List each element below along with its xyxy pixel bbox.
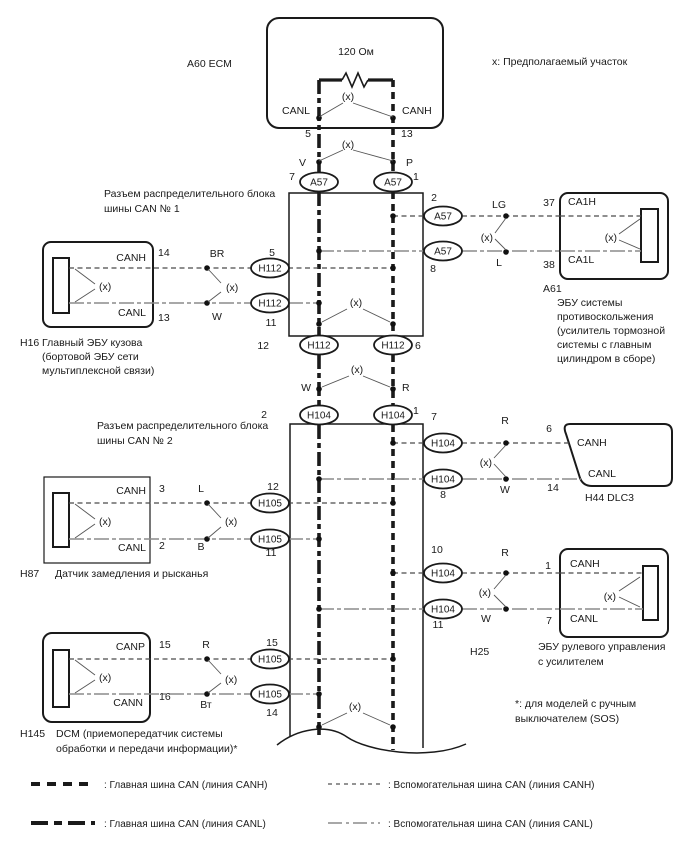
h16-pin-13: 13: [158, 312, 170, 324]
h105-pin-11: 11: [265, 547, 277, 559]
connector-a57: A57: [434, 246, 452, 258]
h16-id: H16: [20, 337, 40, 349]
connector-a57: A57: [384, 177, 402, 189]
wire-color-bt-h145: Вт: [200, 699, 212, 711]
a61-name-line1: ЭБУ системы: [557, 297, 623, 309]
h25-name-line1: ЭБУ рулевого управления: [538, 641, 666, 653]
x-mark: (x): [603, 591, 616, 603]
connector-h112: H112: [258, 263, 282, 275]
dlc3-label: H44 DLC3: [585, 492, 635, 504]
legend: [31, 780, 595, 830]
h145-id: H145: [20, 728, 46, 740]
dlc3-pin-6: 6: [546, 423, 552, 435]
a61-id: A61: [543, 283, 562, 295]
junction1-title-line2: шины CAN № 1: [104, 203, 180, 215]
connector-h104: H104: [431, 474, 455, 486]
wire-color-r-h25: R: [501, 547, 509, 559]
a61-ca1l-label: CA1L: [568, 254, 595, 266]
wire-color-w-dlc3: W: [500, 484, 510, 496]
h87-canl-label: CANL: [117, 542, 146, 554]
junction-block-1: [289, 193, 423, 336]
a61-name-line5: цилиндром в сборе): [557, 353, 656, 365]
dlc3-canl-label: CANL: [588, 468, 617, 480]
a61-ca1h-label: CA1H: [568, 196, 597, 208]
h104-pin-7: 7: [431, 411, 437, 423]
h105-pin-14: 14: [266, 707, 278, 719]
legend-aux-canl: : Вспомогательная шина CAN (линия CANL): [388, 819, 593, 830]
wire-color-w-trunk: W: [301, 382, 311, 394]
wire-color-lg: LG: [491, 199, 507, 211]
h104-pin-1: 1: [413, 405, 419, 417]
h16-name-line1: Главный ЭБУ кузова: [42, 337, 143, 349]
x-note: x: Предполагаемый участок: [492, 56, 628, 68]
x-mark: (x): [225, 516, 238, 528]
legend-main-canl: : Главная шина CAN (линия CANL): [104, 819, 266, 830]
wire-color-w: W: [212, 311, 222, 323]
h87-pin-2: 2: [159, 540, 165, 552]
device-boxes: [43, 18, 672, 748]
a61-connector-pin-icon: [641, 209, 658, 262]
h25-connector-pin-icon: [643, 566, 658, 620]
x-mark: (x): [480, 232, 493, 244]
connector-a57: A57: [434, 211, 452, 223]
h112-pin-6: 6: [415, 340, 421, 352]
wire-color-l: L: [496, 257, 502, 269]
x-mark: (x): [478, 587, 491, 599]
h104-pin-8: 8: [440, 489, 446, 501]
h16-pin-14: 14: [158, 247, 170, 259]
x-mark: (x): [341, 139, 355, 151]
wire-color-v: V: [298, 157, 306, 169]
h112-pin-12: 12: [257, 340, 269, 352]
h112-pin-11: 11: [265, 317, 277, 329]
h145-pin-15: 15: [159, 639, 171, 651]
h105-pin-15: 15: [266, 637, 278, 649]
wire-color-b-h87: B: [197, 541, 205, 553]
h145-name-line2: обработки и передачи информации)*: [56, 743, 238, 755]
h145-pin-16: 16: [159, 691, 171, 703]
h25-pin-1: 1: [545, 560, 551, 572]
connector-h105: H105: [258, 689, 282, 701]
h145-connector-pin-icon: [53, 650, 69, 707]
connector-h105: H105: [258, 498, 282, 510]
x-mark: (x): [349, 297, 363, 309]
sos-note-line2: выключателем (SOS): [515, 713, 620, 725]
ecm-pin-canh: 13: [401, 128, 413, 140]
h112-pin-5: 5: [269, 247, 275, 259]
x-mark: (x): [348, 701, 362, 713]
connector-h104: H104: [431, 438, 455, 450]
connector-a57: A57: [310, 177, 328, 189]
wire-color-br: BR: [209, 248, 225, 260]
a61-name-line3: (усилитель тормозной: [557, 325, 666, 337]
x-mark: (x): [225, 674, 238, 686]
dlc3-pin-14: 14: [547, 482, 559, 494]
x-mark: (x): [479, 457, 492, 469]
connector-h105: H105: [258, 654, 282, 666]
h104-pin-2: 2: [261, 409, 267, 421]
dlc3-shape: [565, 424, 672, 486]
wire-color-r-trunk: R: [402, 382, 410, 394]
h25-pin-7: 7: [546, 615, 552, 627]
h104-pin-11: 11: [432, 619, 444, 631]
h25-canh-label: CANH: [570, 558, 600, 570]
legend-aux-canh: : Вспомогательная шина CAN (линия CANH): [388, 780, 595, 791]
connector-h104: H104: [381, 410, 405, 422]
connector-h104: H104: [307, 410, 331, 422]
h87-id: H87: [20, 568, 40, 580]
h25-id: H25: [470, 646, 490, 658]
h16-connector-pin-icon: [53, 258, 69, 313]
ecm-canl-label: CANL: [281, 105, 310, 117]
a57-pin-8: 8: [430, 263, 436, 275]
a61-pin-38: 38: [543, 259, 555, 271]
h16-name-line3: мультиплексной связи): [42, 365, 155, 377]
h104-pin-10: 10: [431, 544, 443, 556]
a57-pin-1: 1: [413, 171, 419, 183]
dlc3-canh-label: CANH: [577, 437, 607, 449]
h25-canl-label: CANL: [570, 613, 599, 625]
connector-h104: H104: [431, 568, 455, 580]
h87-name: Датчик замедления и рысканья: [55, 568, 209, 580]
wire-color-p: P: [406, 157, 414, 169]
wire-color-w-h25: W: [481, 613, 491, 625]
junction2-title-line2: шины CAN № 2: [97, 435, 173, 447]
x-mark: (x): [341, 91, 355, 103]
resistor-value: 120 Ом: [338, 46, 374, 58]
junction2-title-line1: Разъем распределительного блока: [97, 420, 269, 432]
x-mark: (x): [604, 232, 617, 244]
h145-canp-label: CANP: [115, 641, 145, 653]
wire-color-r-dlc3: R: [501, 415, 509, 427]
ecm-canh-label: CANH: [402, 105, 432, 117]
x-mark: (x): [226, 282, 239, 294]
connector-h112: H112: [307, 340, 331, 352]
h16-canl-label: CANL: [117, 307, 146, 319]
connector-h104: H104: [431, 604, 455, 616]
junction1-title-line1: Разъем распределительного блока: [104, 188, 276, 200]
x-mark: (x): [350, 364, 364, 376]
ecm-pin-canl: 5: [305, 128, 311, 140]
x-mark: (x): [99, 672, 112, 684]
h105-pin-12: 12: [267, 481, 279, 493]
h25-name-line2: с усилителем: [538, 656, 604, 668]
a61-name-line4: системы с главным: [557, 339, 652, 351]
h87-connector-pin-icon: [53, 493, 69, 547]
junction-block-2: [290, 424, 423, 748]
ecm-label: A60 ECM: [187, 58, 232, 70]
sos-note-line1: *: для моделей с ручным: [515, 698, 637, 710]
x-mark: (x): [99, 516, 112, 528]
h87-canh-label: CANH: [116, 485, 146, 497]
connector-h112: H112: [381, 340, 405, 352]
a57-pin-7: 7: [289, 171, 295, 183]
h145-name-line1: DCM (приемопередатчик системы: [56, 728, 223, 740]
a61-name-line2: противоскольжения: [557, 311, 654, 323]
legend-main-canh: : Главная шина CAN (линия CANH): [104, 780, 268, 791]
h87-pin-3: 3: [159, 483, 165, 495]
x-mark: (x): [99, 281, 112, 293]
a61-pin-37: 37: [543, 197, 555, 209]
h145-cann-label: CANN: [113, 697, 143, 709]
connector-h112: H112: [258, 298, 282, 310]
wire-color-l-h87: L: [198, 483, 204, 495]
h16-canh-label: CANH: [116, 252, 146, 264]
connector-h105: H105: [258, 534, 282, 546]
wire-color-r-h145: R: [202, 639, 210, 651]
a57-pin-2: 2: [431, 192, 437, 204]
h16-name-line2: (бортовой ЭБУ сети: [42, 351, 139, 363]
